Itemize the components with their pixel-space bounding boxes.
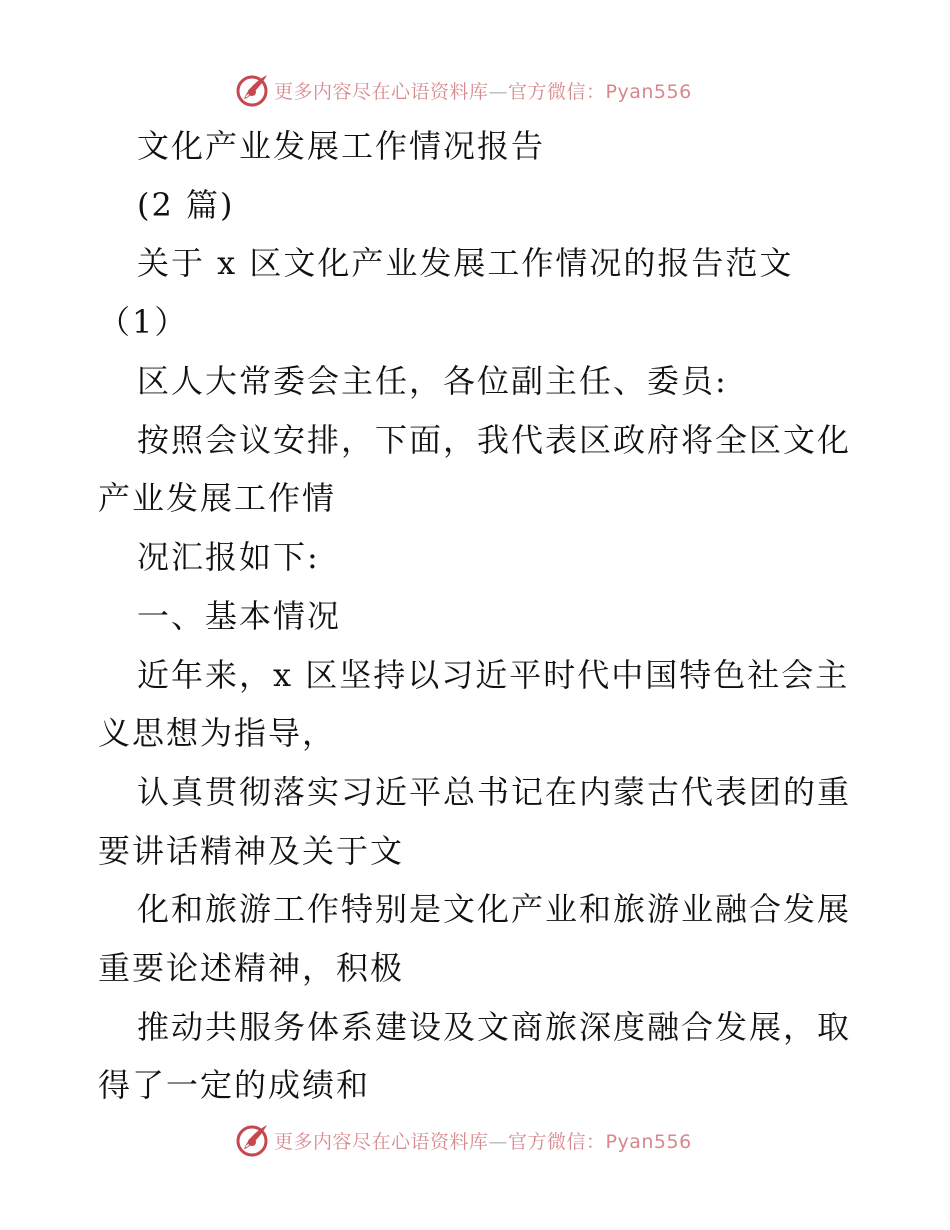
body-line: 化和旅游工作特别是文化产业和旅游业融合发展 (137, 890, 852, 928)
section-heading: 一、基本情况 (137, 597, 342, 635)
quill-logo-icon (234, 1122, 270, 1158)
body-line: 按照会议安排，下面，我代表区政府将全区文化 (137, 421, 852, 459)
watermark-footer (234, 1122, 692, 1158)
salutation: 区人大常委会主任，各位副主任、委员: (137, 362, 728, 400)
watermark-separator: — (488, 1130, 509, 1153)
body-line: 近年来，x 区坚持以习近平时代中国特色社会主 (137, 656, 850, 694)
document-title: 文化产业发展工作情况报告 (137, 127, 546, 165)
report-heading: 关于 x 区文化产业发展工作情况的报告范文 (137, 244, 794, 282)
quill-logo-icon (234, 72, 270, 108)
body-line: 况汇报如下: (137, 538, 320, 576)
watermark-site-text: 更多内容尽在心语资料库 (274, 1130, 489, 1153)
body-line: 重要论述精神，积极 (98, 949, 405, 987)
body-line: 认真贯彻落实习近平总书记在内蒙古代表团的重 (137, 773, 852, 811)
watermark-separator: — (488, 80, 509, 103)
body-line: 得了一定的成绩和 (98, 1066, 371, 1104)
body-line: 产业发展工作情 (98, 479, 337, 517)
watermark-header (234, 72, 692, 108)
watermark-contact-text: 官方微信：Pyan556 (508, 1130, 692, 1153)
body-line: 义思想为指导， (98, 714, 337, 752)
body-line: 要讲话精神及关于文 (98, 832, 405, 870)
watermark-contact-text: 官方微信：Pyan556 (508, 80, 692, 103)
watermark-site-text: 更多内容尽在心语资料库 (274, 80, 489, 103)
document-subtitle: (2 篇) (137, 186, 235, 224)
body-line: 推动共服务体系建设及文商旅深度融合发展，取 (137, 1008, 852, 1046)
report-number: （1） (98, 303, 189, 341)
